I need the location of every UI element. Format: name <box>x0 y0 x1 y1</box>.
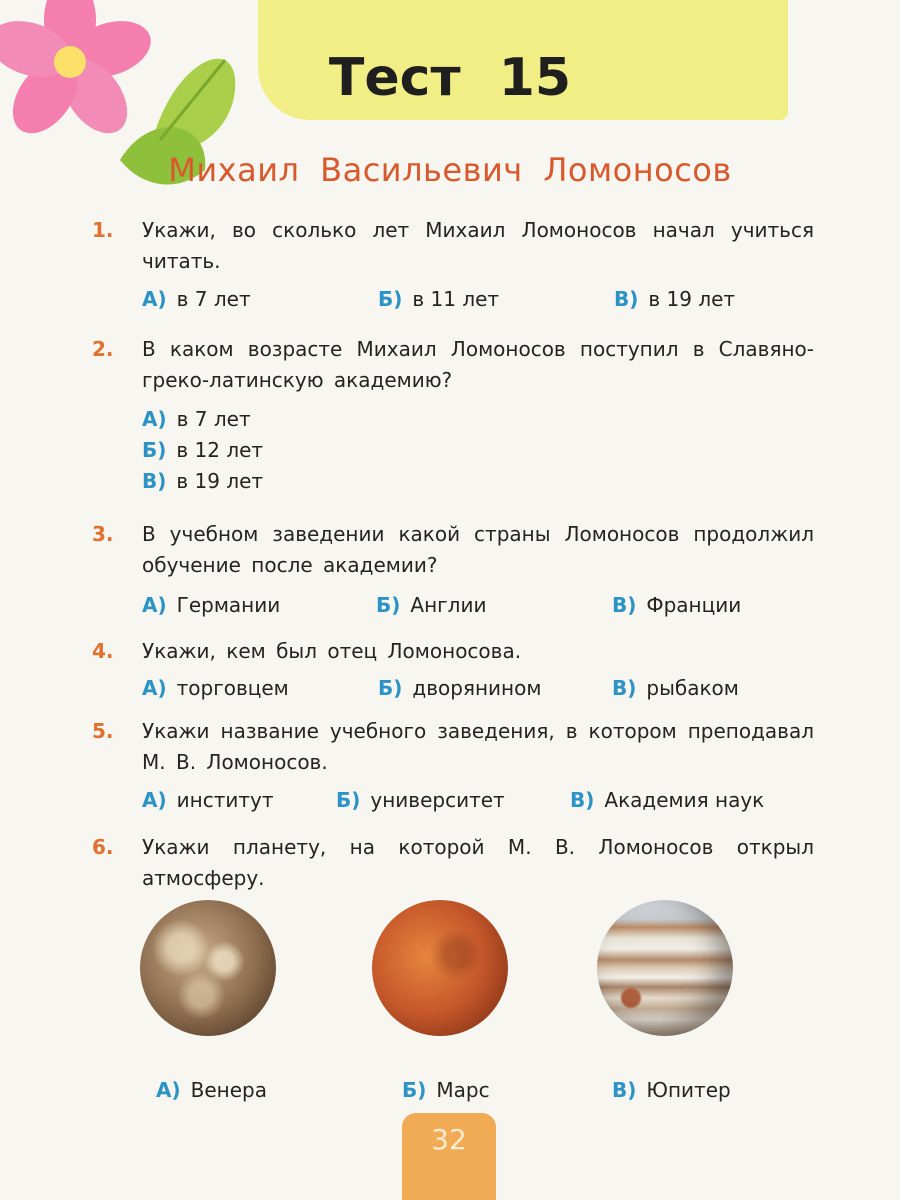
answer-text: в 19 лет <box>648 287 736 311</box>
answer-letter: А) <box>142 287 167 311</box>
page-number-tab <box>402 1113 496 1200</box>
answer-letter: В) <box>612 593 637 617</box>
question-number: 5. <box>92 719 114 743</box>
answer-text: Юпитер <box>646 1078 731 1102</box>
answer-option[interactable] <box>378 673 541 703</box>
answer-text: институт <box>176 788 274 812</box>
answer-letter: В) <box>614 287 639 311</box>
answer-text: Германии <box>176 593 281 617</box>
question-number: 6. <box>92 835 114 859</box>
question-4 <box>92 636 814 667</box>
answer-letter: В) <box>612 1078 637 1102</box>
question-text: Укажи планету, на которой М. В. Ломоносов открыл атмосферу. <box>142 835 814 890</box>
answer-text: в 12 лет <box>176 438 264 462</box>
answer-text: в 19 лет <box>176 469 264 493</box>
answer-option[interactable] <box>570 785 764 815</box>
mars-image[interactable] <box>372 900 508 1036</box>
answer-option[interactable] <box>612 673 739 703</box>
answer-option[interactable] <box>142 284 251 314</box>
answer-letter: Б) <box>378 676 403 700</box>
answer-text: в 7 лет <box>176 407 251 431</box>
answer-option[interactable] <box>142 435 263 465</box>
answer-option[interactable] <box>336 785 505 815</box>
question-text: В учебном заведении какой страны Ломоносов продолжил обучение после академии? <box>142 522 814 577</box>
answer-option[interactable] <box>142 673 289 703</box>
question-text: Укажи, во сколько лет Михаил Ломоносов начал учиться читать. <box>142 218 814 273</box>
answer-option[interactable] <box>142 785 273 815</box>
venus-image[interactable] <box>140 900 276 1036</box>
answer-option[interactable] <box>142 466 263 496</box>
answer-text: в 7 лет <box>176 287 251 311</box>
page-number: 32 <box>431 1123 467 1156</box>
answer-letter: Б) <box>376 593 401 617</box>
answer-option[interactable] <box>378 284 499 314</box>
question-text: В каком возрасте Михаил Ломоносов поступил в Славяно-греко-латинскую академию? <box>142 337 814 392</box>
question-number: 4. <box>92 639 114 663</box>
question-text: Укажи, кем был отец Ломоносова. <box>142 639 522 663</box>
answer-option[interactable] <box>142 590 280 620</box>
question-number: 1. <box>92 218 114 242</box>
answer-letter: Б) <box>336 788 361 812</box>
answer-option[interactable] <box>612 1075 731 1105</box>
question-6 <box>92 832 814 894</box>
answer-text: Академия наук <box>604 788 765 812</box>
answer-option[interactable] <box>402 1075 490 1105</box>
answer-text: Франции <box>646 593 742 617</box>
answer-option[interactable] <box>156 1075 267 1105</box>
answer-letter: А) <box>142 407 167 431</box>
answer-text: Англии <box>410 593 487 617</box>
question-2 <box>92 334 814 396</box>
answer-text: университет <box>370 788 505 812</box>
question-1 <box>92 215 814 277</box>
answer-text: рыбаком <box>646 676 739 700</box>
page-title: Тест 15 <box>328 48 572 108</box>
question-text: Укажи название учебного заведения, в котором преподавал М. В. Ломоносов. <box>142 719 814 774</box>
answer-text: в 11 лет <box>412 287 500 311</box>
answer-text: Венера <box>190 1078 267 1102</box>
answer-letter: В) <box>570 788 595 812</box>
answer-letter: А) <box>156 1078 181 1102</box>
answer-letter: А) <box>142 676 167 700</box>
answer-letter: В) <box>612 676 637 700</box>
answer-option[interactable] <box>612 590 741 620</box>
answer-text: Марс <box>436 1078 490 1102</box>
answer-letter: В) <box>142 469 167 493</box>
question-number: 3. <box>92 522 114 546</box>
question-3 <box>92 519 814 581</box>
page-subtitle: Михаил Васильевич Ломоносов <box>168 151 732 189</box>
question-5 <box>92 716 814 778</box>
answer-option[interactable] <box>142 404 251 434</box>
answer-letter: Б) <box>402 1078 427 1102</box>
answer-option[interactable] <box>614 284 735 314</box>
answer-option[interactable] <box>376 590 486 620</box>
jupiter-image[interactable] <box>597 900 733 1036</box>
question-number: 2. <box>92 337 114 361</box>
answer-letter: А) <box>142 593 167 617</box>
answer-letter: А) <box>142 788 167 812</box>
answer-text: дворянином <box>412 676 542 700</box>
answer-text: торговцем <box>176 676 289 700</box>
answer-letter: Б) <box>142 438 167 462</box>
answer-letter: Б) <box>378 287 403 311</box>
